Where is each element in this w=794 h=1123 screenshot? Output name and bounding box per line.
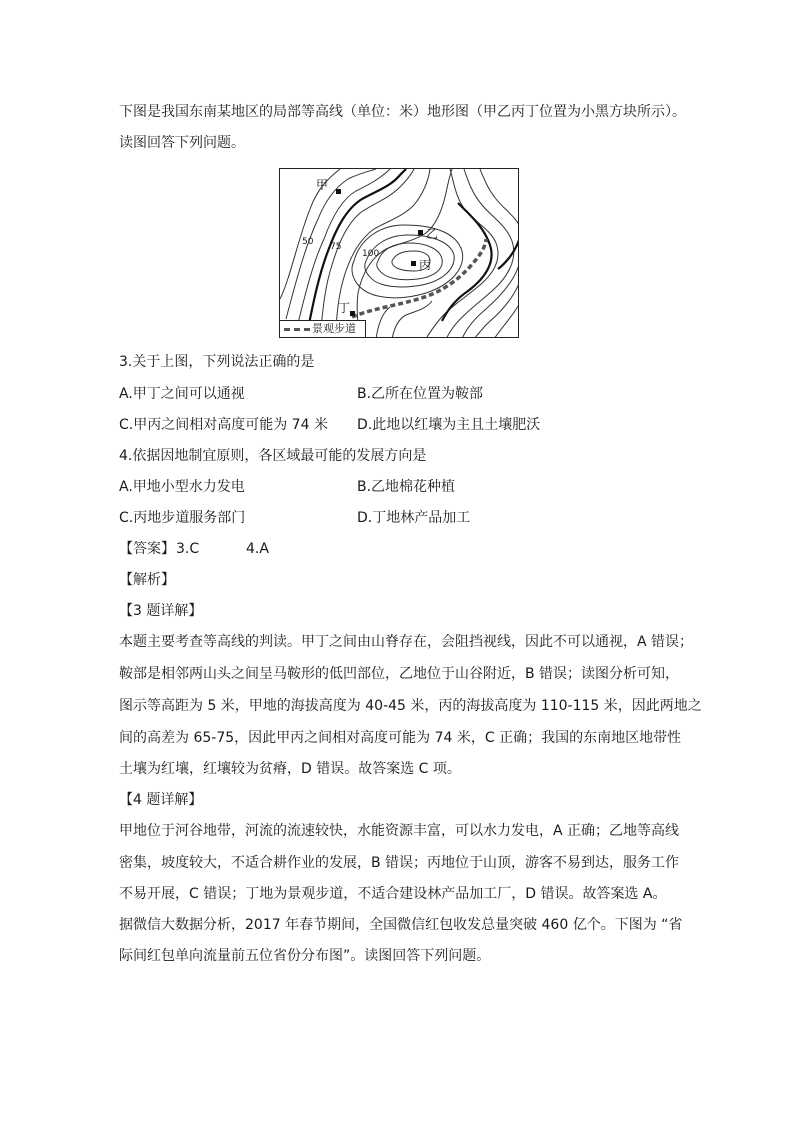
- analysis-label: 【解析】: [119, 572, 175, 588]
- q3-stem: 3.关于上图，下列说法正确的是: [119, 354, 315, 370]
- answer-4: 4.A: [246, 541, 269, 557]
- detail-3-title: 【3 题详解】: [119, 603, 203, 619]
- detail-4-line-1: 甲地位于河谷地带，河流的流速较快，水能资源丰富，可以水力发电，A 正确；乙地等高线: [119, 823, 680, 839]
- map-label-jia: 甲: [316, 178, 329, 192]
- intro-line-1: 下图是我国东南某地区的局部等高线（单位：米）地形图（甲乙丙丁位置为小黑方块所示）。: [119, 104, 686, 120]
- answer-label: 【答案】: [119, 541, 175, 557]
- detail-3-line-4: 间的高差为 65-75，因此甲丙之间相对高度可能为 74 米，C 正确；我国的东南地区地带性: [119, 730, 682, 746]
- detail-3-line-5: 土壤为红壤，红壤较为贫瘠，D 错误。故答案选 C 项。: [119, 761, 461, 777]
- map-legend: [280, 320, 366, 337]
- map-label-bing: 丙: [419, 258, 432, 272]
- contour-label-75: 75: [330, 242, 342, 252]
- q4-option-a: A.甲地小型水力发电: [119, 479, 245, 495]
- q4-option-b: B.乙地棉花种植: [357, 479, 456, 495]
- q3-option-c: C.甲丙之间相对高度可能为 74 米: [119, 417, 328, 433]
- intro-line-2: 读图回答下列问题。: [119, 135, 245, 151]
- contour-lines: [280, 169, 519, 338]
- trail-legend-symbol: [284, 328, 310, 331]
- detail-4-line-3: 不易开展，C 错误；丁地为景观步道，不适合建设林产品加工厂，D 错误。故答案选 A。: [119, 886, 667, 902]
- q3-option-d: D.此地以红壤为主且土壤肥沃: [357, 417, 541, 433]
- q4-stem: 4.依据因地制宜原则，各区域最可能的发展方向是: [119, 448, 427, 464]
- detail-3-line-2: 鞍部是相邻两山头之间呈马鞍形的低凹部位，乙地位于山谷附近，B 错误；读图分析可知，: [119, 666, 680, 682]
- q3-option-b: B.乙所在位置为鞍部: [357, 386, 484, 402]
- map-label-ding: 丁: [338, 301, 351, 315]
- q4-option-d: D.丁地林产品加工: [357, 510, 471, 526]
- detail-3-line-3: 图示等高距为 5 米，甲地的海拔高度为 40-45 米，丙的海拔高度为 110-115 米，因此两地之: [119, 698, 702, 714]
- answer-3: 3.C: [176, 541, 200, 557]
- map-legend-text: 景观步道: [312, 322, 356, 335]
- contour-label-50: 50: [302, 237, 314, 247]
- map-label-yi: 乙: [426, 227, 439, 241]
- detail-4-line-2: 密集，坡度较大，不适合耕作业的发展，B 错误；丙地位于山顶，游客不易到达，服务工作: [119, 855, 680, 871]
- closing-line-1: 据微信大数据分析，2017 年春节期间，全国微信红包收发总量突破 460 亿个。下图为 “省: [119, 917, 683, 933]
- contour-label-100: 100: [362, 249, 380, 259]
- q3-option-a: A.甲丁之间可以通视: [119, 386, 245, 402]
- contour-map-figure: [279, 168, 519, 338]
- detail-4-title: 【4 题详解】: [119, 792, 203, 808]
- closing-line-2: 际间红包单向流量前五位省份分布图”。读图回答下列问题。: [119, 948, 491, 964]
- detail-3-line-1: 本题主要考查等高线的判读。甲丁之间由山脊存在，会阻挡视线，因此不可以通视，A 错误；: [119, 634, 694, 650]
- q4-option-c: C.丙地步道服务部门: [119, 510, 246, 526]
